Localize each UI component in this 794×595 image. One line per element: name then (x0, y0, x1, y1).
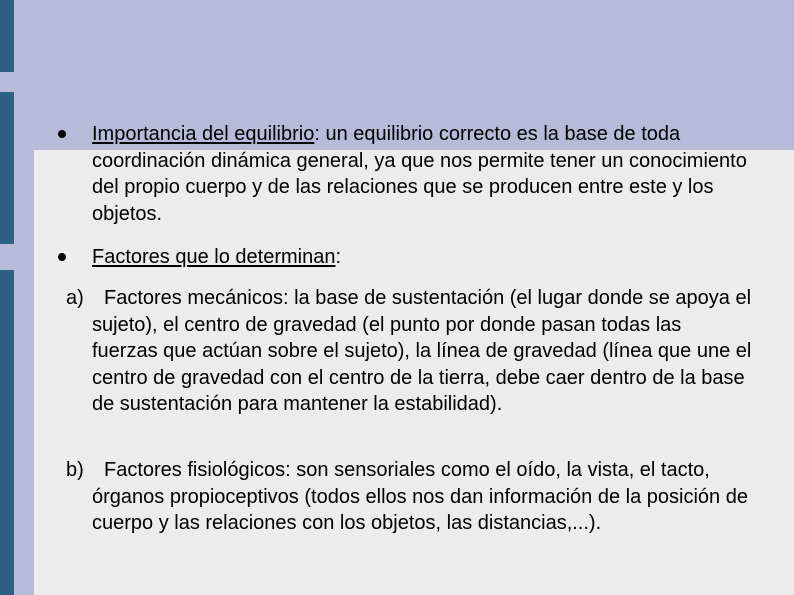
bullet-dot-icon (58, 253, 66, 261)
bullet-item-factores (92, 244, 752, 271)
bullet-item-text: : un equilibrio correcto es la base de toda coordinación dinámica general, ya que nos permite tener un conocimiento del propio cuerpo y de las relaciones que se producen entre este y los objetos. (92, 123, 747, 225)
bullet-item-text: : (335, 246, 342, 268)
bullet-item-term: Importancia del equilibrio (92, 123, 315, 145)
enum-marker-b: b) (66, 459, 84, 481)
bullet-item-term: Factores que lo determinan (92, 246, 336, 268)
enum-marker-a: a) (66, 287, 84, 309)
subitem-b-text: Factores fisiológicos: son sensoriales como el oído, la vista, el tacto, órganos propioceptivos (todos ellos nos dan información de la posición de cuerpo y las relaciones con los objetos, las distancias,...). (92, 459, 748, 534)
subitem-a-text: Factores mecánicos: la base de sustentación (el lugar donde se apoya el sujeto), el centro de gravedad (el punto por donde pasan todas las fuerzas que actúan sobre el sujeto), la línea de gravedad (línea que une el centro de gravedad con el centro de la tierra, debe caer dentro de la base de sustentación para mantener la estabilidad). (92, 287, 752, 415)
bullet-item-equilibrio (92, 121, 752, 227)
bullet-dot-icon (58, 130, 66, 138)
